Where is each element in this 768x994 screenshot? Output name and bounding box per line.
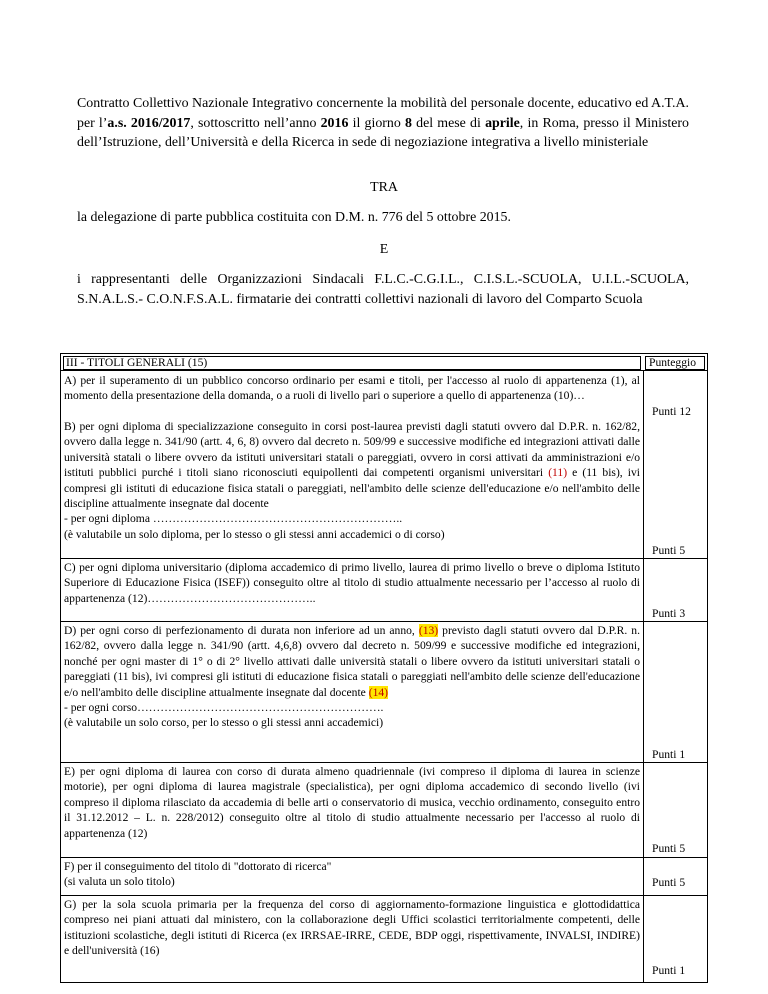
row-f-score: Punti 5 [652, 876, 686, 889]
e-heading: E [379, 242, 389, 257]
table-header [61, 354, 707, 371]
month: aprile [485, 115, 520, 131]
row-e-text: E) per ogni diploma di laurea con corso di durata almeno quadriennale (ivi compreso il diploma di laurea in scienze motorie), per ogni diploma di laurea magistrale (specialistica), per ogni diploma accademico di secondo livello (ivi compreso il diploma rilasciato da accademia di belle arti o conservatorio di musica, vecchio ordinamento, conseguito entro il 31.12.2012 – L. n. 228/2012) conseguito oltre al titolo di studio attualmente necessario per l'accesso al ruolo di appartenenza (12) [64, 765, 640, 840]
unions-paragraph: i rappresentanti delle Organizzazioni Sindacali F.L.C.-C.G.I.L., C.I.S.L.-SCUOLA, U.I.L.-SCUOLA, S.N.A.L.S.- C.O.N.F.S.A.L. firmatarie dei contratti collettivi nazionali di lavoro del Comparto Scuola [77, 272, 689, 307]
day: 8 [404, 115, 412, 131]
row-b-body: B) per ogni diploma di specializzazione conseguito in corsi post-laurea previsti dagli statuti ovvero dal D.P.R. n. 162/82, ovvero dalla legge n. 341/90 (artt. 4, 6, 8) ovvero dal decreto n. 509/99 e successive modifiche ed integrazioni attivati dalle università statali o libere ovvero da istituti universitari statali o pareggiati, ovvero in corsi attivati da amministrazioni e/o istituti pubblici purché i titoli siano riconosciuti equipollenti dai competenti organismi universitari [64, 420, 640, 480]
row-f-line1: F) per il conseguimento del titolo di "dottorato di ricerca" [64, 860, 332, 873]
intro-text: , in Roma, presso il Ministero dell’Istruzione, dell’Università e della Ricerca in sede di negoziazione integrativa a livello ministeriale [77, 115, 689, 150]
row-a-score: Punti 12 [652, 405, 691, 418]
row-b-score: Punti 5 [652, 544, 686, 557]
intro-text: del mese di [411, 115, 486, 131]
row-divider [61, 558, 707, 559]
row-d-note-ref: (14) [368, 685, 389, 699]
row-divider [61, 762, 707, 763]
row-g-score: Punti 1 [652, 964, 686, 977]
row-d-body: D) per ogni corso di perfezionamento di durata non inferiore ad un anno, [64, 624, 419, 637]
titles-table [60, 353, 708, 983]
row-f-text [64, 859, 640, 890]
row-b-per-diploma: - per ogni diploma ……………………………………………………….. [64, 512, 403, 526]
row-d-note-ref: (13) [418, 624, 439, 637]
row-e-score: Punti 5 [652, 842, 686, 855]
row-divider [61, 857, 707, 858]
intro-text: Contratto Collettivo Nazionale Integrativo concernente la mobilità del personale docente, educativo ed A.T.A. per l’ [77, 96, 689, 131]
row-d-per-course: - per ogni corso………………………………………………………. [64, 701, 384, 715]
delegation-paragraph: la delegazione di parte pubblica costituita con D.M. n. 776 del 5 ottobre 2015. [77, 210, 511, 225]
row-d-text [64, 623, 640, 731]
header-title: III - TITOLI GENERALI (15) [63, 356, 641, 370]
header-score: Punteggio [645, 356, 705, 370]
row-b-note-ref: (11) [548, 466, 568, 480]
row-divider [61, 895, 707, 896]
row-c-score: Punti 3 [652, 607, 686, 620]
row-c-text: C) per ogni diploma universitario (diploma accademico di primo livello, laurea di primo livello o breve o diploma Istituto Superiore di Educazione Fisica (ISEF)) conseguito oltre al titolo di studio attualmente necessario per l’accesso al ruolo di appartenenza (12)…………………………………….. [64, 561, 640, 605]
intro-text: , sottoscritto nell’anno [190, 115, 321, 131]
row-b-note: (è valutabile un solo diploma, per lo stesso o gli stessi anni accademici o di corso) [64, 527, 445, 541]
row-divider [61, 621, 707, 622]
row-b-text [64, 419, 640, 542]
row-b-body-cont: e (11 bis), ivi compresi gli istituti di educazione fisica statali o pareggiati, nell'ambito delle scienze dell'educazione e/o nell'ambito delle discipline attualmente insegnate dal docente [64, 466, 640, 511]
row-f-line2: (si valuta un solo titolo) [64, 875, 175, 889]
column-divider [643, 371, 644, 982]
intro-text: il giorno [348, 115, 405, 131]
row-d-score: Punti 1 [652, 748, 686, 761]
tra-heading: TRA [370, 180, 398, 195]
row-d-note: (è valutabile un solo corso, per lo stesso o gli stessi anni accademici) [64, 716, 384, 730]
year: 2016 [320, 115, 349, 131]
row-g-text: G) per la sola scuola primaria per la frequenza del corso di aggiornamento-formazione linguistica e glottodidattica compreso nei piani attuati dal ministero, con la collaborazione degli Uffici scolastici territorialmente competenti, delle istituzioni scolastiche, degli istituti di Ricerca (ex IRRSAE-IRRE, CEDE, BDP oggi, rispettivamente, INVALSI, INDIRE) e dell'università (16) [64, 898, 640, 958]
row-a-text: A) per il superamento di un pubblico concorso ordinario per esami e titoli, per l'accesso al ruolo di appartenenza (1), al momento della presentazione della domanda, o a ruoli di livello pari o superiore a quello di appartenenza (10)… [64, 374, 640, 403]
row-d-body-cont: previsto dagli statuti ovvero dal D.P.R. n. 162/82, ovvero dalla legge n. 341/90 (artt. 4,6,8) ovvero dal decreto n. 509/99 e successive modifiche ed integrazioni, nonché per ogni master di 1° o di 2° livello attivati dalle università statali o libere ovvero da istituti universitari statali o pareggiati (11 bis), ivi compresi gli istituti di educazione fisica statali o pareggiati nell'ambito delle scienze dell'educazione e/o nell'ambito delle discipline attualmente insegnate dal docente [64, 624, 640, 699]
school-year: a.s. 2016/2017 [107, 115, 191, 131]
contract-intro-paragraph [77, 94, 689, 153]
